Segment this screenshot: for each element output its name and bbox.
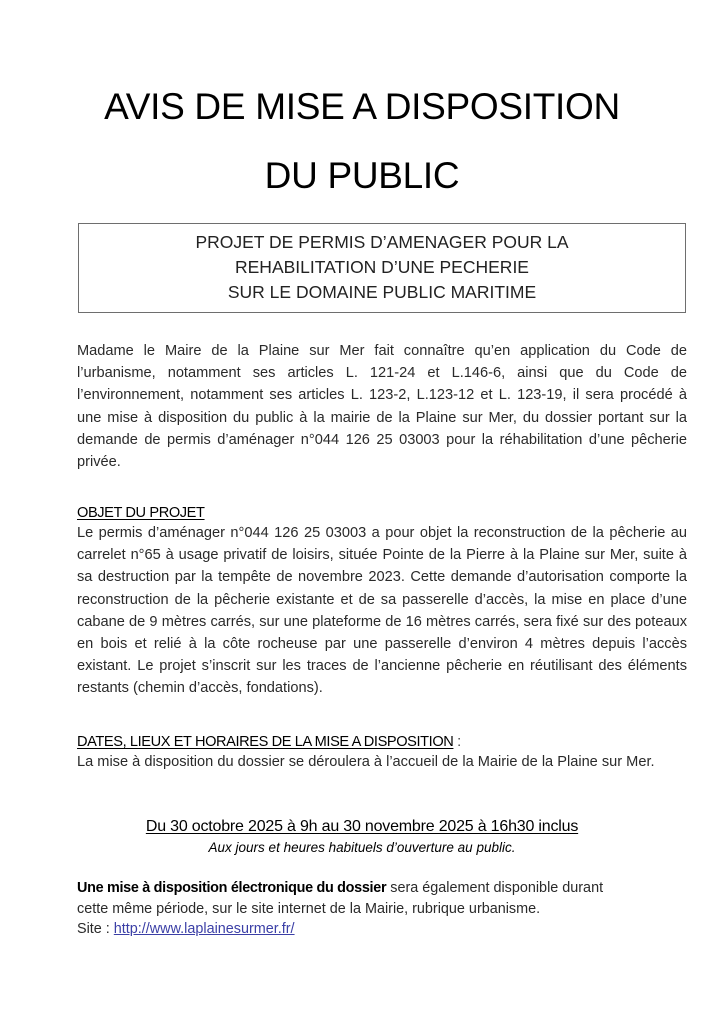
subject-line-1: PROJET DE PERMIS D’AMENAGER POUR LA [195, 232, 569, 252]
electronic-availability [77, 878, 697, 940]
dates-heading [77, 731, 461, 753]
page-title-line-1: AVIS DE MISE A DISPOSITION [104, 86, 620, 127]
intro-paragraph [77, 340, 687, 473]
opening-hours-note: Aux jours et heures habituels d’ouverture au public. [208, 840, 516, 855]
period-text: Du 30 octobre 2025 à 9h au 30 novembre 2025 à 16h30 inclus [145, 818, 579, 835]
project-subject-box [78, 223, 686, 313]
subject-line-2: REHABILITATION D’UNE PECHERIE [235, 257, 529, 277]
dates-text: La mise à disposition du dossier se déroulera à l’accueil de la Mairie de la Plaine sur Mer. [77, 754, 655, 770]
electronic-text-1: sera également disponible durant [386, 880, 604, 896]
objet-text: Le permis d’aménager n°044 126 25 03003 a pour objet la reconstruction de la pêcherie au carrelet n°65 à usage privatif de loisirs, située Pointe de la Pierre à la Plaine sur Mer, suite à sa destruction par la tempête de novembre 2023. Cette demande d’autorisation comporte la reconstruction de la pêcherie existante et de sa passerelle d’accès, la mise en place d’une cabane de 9 mètres carrés, sur une plateforme de 16 mètres carrés, sera fixé sur des poteaux en bois et relié à la côte rocheuse par une passerelle d’environ 4 mètres depuis l’accès existant. Le projet s’inscrit sur les traces de l’ancienne pêcherie en réutilisant des éléments restants (chemin d’accès, fondations). [77, 525, 687, 697]
objet-paragraph [77, 522, 687, 700]
electronic-lead: Une mise à disposition électronique du dossier [77, 880, 387, 896]
objet-heading [77, 502, 205, 524]
page-title-line-2: DU PUBLIC [264, 155, 460, 196]
dates-paragraph [77, 751, 677, 773]
period-block [0, 816, 724, 858]
electronic-text-2: cette même période, sur le site internet de la Mairie, rubrique urbanisme. [77, 900, 541, 917]
mairie-website-link[interactable]: http://www.laplainesurmer.fr/ [113, 921, 295, 937]
dates-heading-text: DATES, LIEUX ET HORAIRES DE LA MISE A DISPOSITION [77, 734, 454, 750]
subject-line-3: SUR LE DOMAINE PUBLIC MARITIME [227, 282, 537, 302]
intro-text: Madame le Maire de la Plaine sur Mer fait connaître qu’en application du Code de l’urbanisme, notamment ses articles L. 121-24 et L.146-6, ainsi que du Code de l’environnement, notamment ses articles L. 123-2, L.123-12 et L. 123-19, il sera procédé à une mise à disposition du public à la mairie de la Plaine sur Mer, du dossier portant sur la demande de permis d’aménager n°044 126 25 03003 pour la réhabilitation d’une pêcherie privée. [77, 343, 687, 471]
dates-heading-suffix: : [453, 734, 461, 750]
site-label: Site : [77, 921, 114, 937]
objet-heading-text: OBJET DU PROJET [77, 505, 205, 521]
